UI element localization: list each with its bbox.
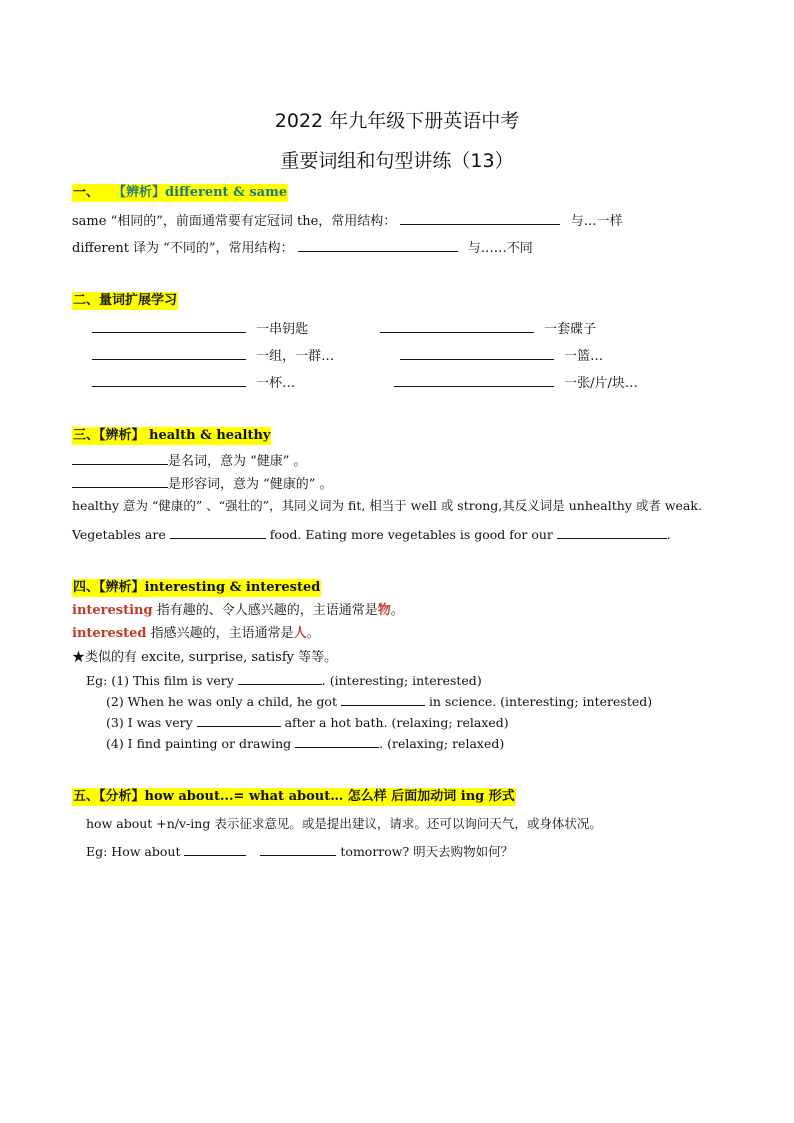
answer-blank[interactable] <box>260 842 336 856</box>
section3-line4-a: Vegetables are <box>72 527 166 542</box>
example-3-b: after a hot bath. (relaxing; relaxed) <box>284 715 509 730</box>
answer-blank[interactable] <box>341 692 425 706</box>
example-4-b: . (relaxing; relaxed) <box>379 736 505 751</box>
answer-blank[interactable] <box>394 373 554 387</box>
section3-line4-b: food. Eating more vegetables is good for our <box>269 527 553 542</box>
document-subtitle: 重要词组和句型讲练（13） <box>280 150 514 172</box>
section1-line1-suffix: 与…一样 <box>570 214 623 229</box>
section3-heading: 三、【辨析】 health & healthy <box>73 428 271 443</box>
section5-example <box>86 842 513 861</box>
answer-blank[interactable] <box>238 671 322 685</box>
answer-blank[interactable] <box>92 346 246 360</box>
quantifier-label: 一张/片/块… <box>564 376 638 391</box>
quantifier-label: 一篮… <box>564 349 604 364</box>
section5-example-b: tomorrow? 明天去购物如何？ <box>340 844 514 859</box>
quantifier-label: 一组，一群… <box>256 349 335 364</box>
quantifier-label: 一套碟子 <box>544 322 597 337</box>
section1-line1 <box>72 211 623 231</box>
section4-line1 <box>72 602 404 620</box>
example-2-a: (2) When he was only a child, he got <box>106 694 337 709</box>
section3-line1 <box>72 451 307 471</box>
answer-blank[interactable] <box>184 842 246 856</box>
section3-line2-text: 是形容词，意为 “健康的” 。 <box>168 477 333 492</box>
answer-blank[interactable] <box>170 525 266 539</box>
section3-line1-text: 是名词，意为 “健康” 。 <box>168 454 307 469</box>
example-4 <box>106 734 504 753</box>
section1-heading-prefix: 一、 <box>73 185 100 200</box>
quantifier-item <box>92 319 308 339</box>
section1-heading-label: 【辨析】different & same <box>113 185 288 200</box>
section5-example-a: Eg: How about <box>86 844 181 859</box>
answer-blank[interactable] <box>400 211 560 225</box>
section1-line1-text: same “相同的”，前面通常要有定冠词 the，常用结构： <box>72 214 397 229</box>
answer-blank[interactable] <box>400 346 554 360</box>
example-2-b: in science. (interesting; interested) <box>428 694 653 709</box>
keyword-interesting: interesting <box>72 603 153 618</box>
example-1-b: . (interesting; interested) <box>321 673 482 688</box>
answer-blank[interactable] <box>72 451 168 465</box>
section4-line2 <box>72 625 320 643</box>
quantifier-item <box>400 346 603 366</box>
section4-line2-end: 。 <box>306 626 320 641</box>
section1-line2-suffix: 与……不同 <box>467 241 533 256</box>
section2-heading: 二、量词扩展学习 <box>73 293 178 308</box>
example-1 <box>86 671 482 690</box>
section4-heading: 四、【辨析】interesting & interested <box>73 580 321 595</box>
answer-blank[interactable] <box>92 373 246 387</box>
section4-line3: ★类似的有 excite, surprise, satisfy 等等。 <box>72 650 338 665</box>
quantifier-label: 一串钥匙 <box>256 322 309 337</box>
quantifier-label: 一杯… <box>256 376 296 391</box>
section1-line2-text: different 译为 “不同的”，常用结构： <box>72 241 294 256</box>
section3-line2 <box>72 474 333 494</box>
example-3-a: (3) I was very <box>106 715 193 730</box>
section4-line1-text: 指有趣的、令人感兴趣的，主语通常是 <box>152 603 378 618</box>
quantifier-item <box>394 373 638 393</box>
section3-line4-c: . <box>666 527 671 542</box>
answer-blank[interactable] <box>72 474 168 488</box>
keyword-person: 人 <box>293 626 307 641</box>
answer-blank[interactable] <box>295 734 379 748</box>
section3-line4 <box>72 525 671 544</box>
example-1-a: Eg: (1) This film is very <box>86 673 234 688</box>
quantifier-item <box>92 373 295 393</box>
document-title: 2022 年九年级下册英语中考 <box>274 110 520 132</box>
answer-blank[interactable] <box>380 319 534 333</box>
section1-line2 <box>72 238 533 258</box>
section5-heading: 五、【分析】how about...= what about… 怎么样 后面加动词 ing 形式 <box>73 789 515 804</box>
example-4-a: (4) I find painting or drawing <box>106 736 292 751</box>
keyword-thing: 物 <box>377 603 391 618</box>
section3-line3: healthy 意为 “健康的” 、“强壮的”，其同义词为 fit, 相当于 well 或 strong,其反义词是 unhealthy 或者 weak. <box>72 498 702 513</box>
example-2 <box>106 692 652 711</box>
quantifier-item <box>380 319 596 339</box>
answer-blank[interactable] <box>298 238 458 252</box>
section5-line1: how about +n/v-ing 表示征求意见。或是提出建议，请求。还可以询问天气，或身体状况。 <box>86 816 602 831</box>
section4-line2-text: 指感兴趣的，主语通常是 <box>146 626 294 641</box>
answer-blank[interactable] <box>557 525 667 539</box>
answer-blank[interactable] <box>92 319 246 333</box>
answer-blank[interactable] <box>197 713 281 727</box>
keyword-interested: interested <box>72 626 147 641</box>
section1-heading <box>72 184 288 202</box>
section4-line1-end: 。 <box>390 603 404 618</box>
example-3 <box>106 713 509 732</box>
quantifier-item <box>92 346 334 366</box>
